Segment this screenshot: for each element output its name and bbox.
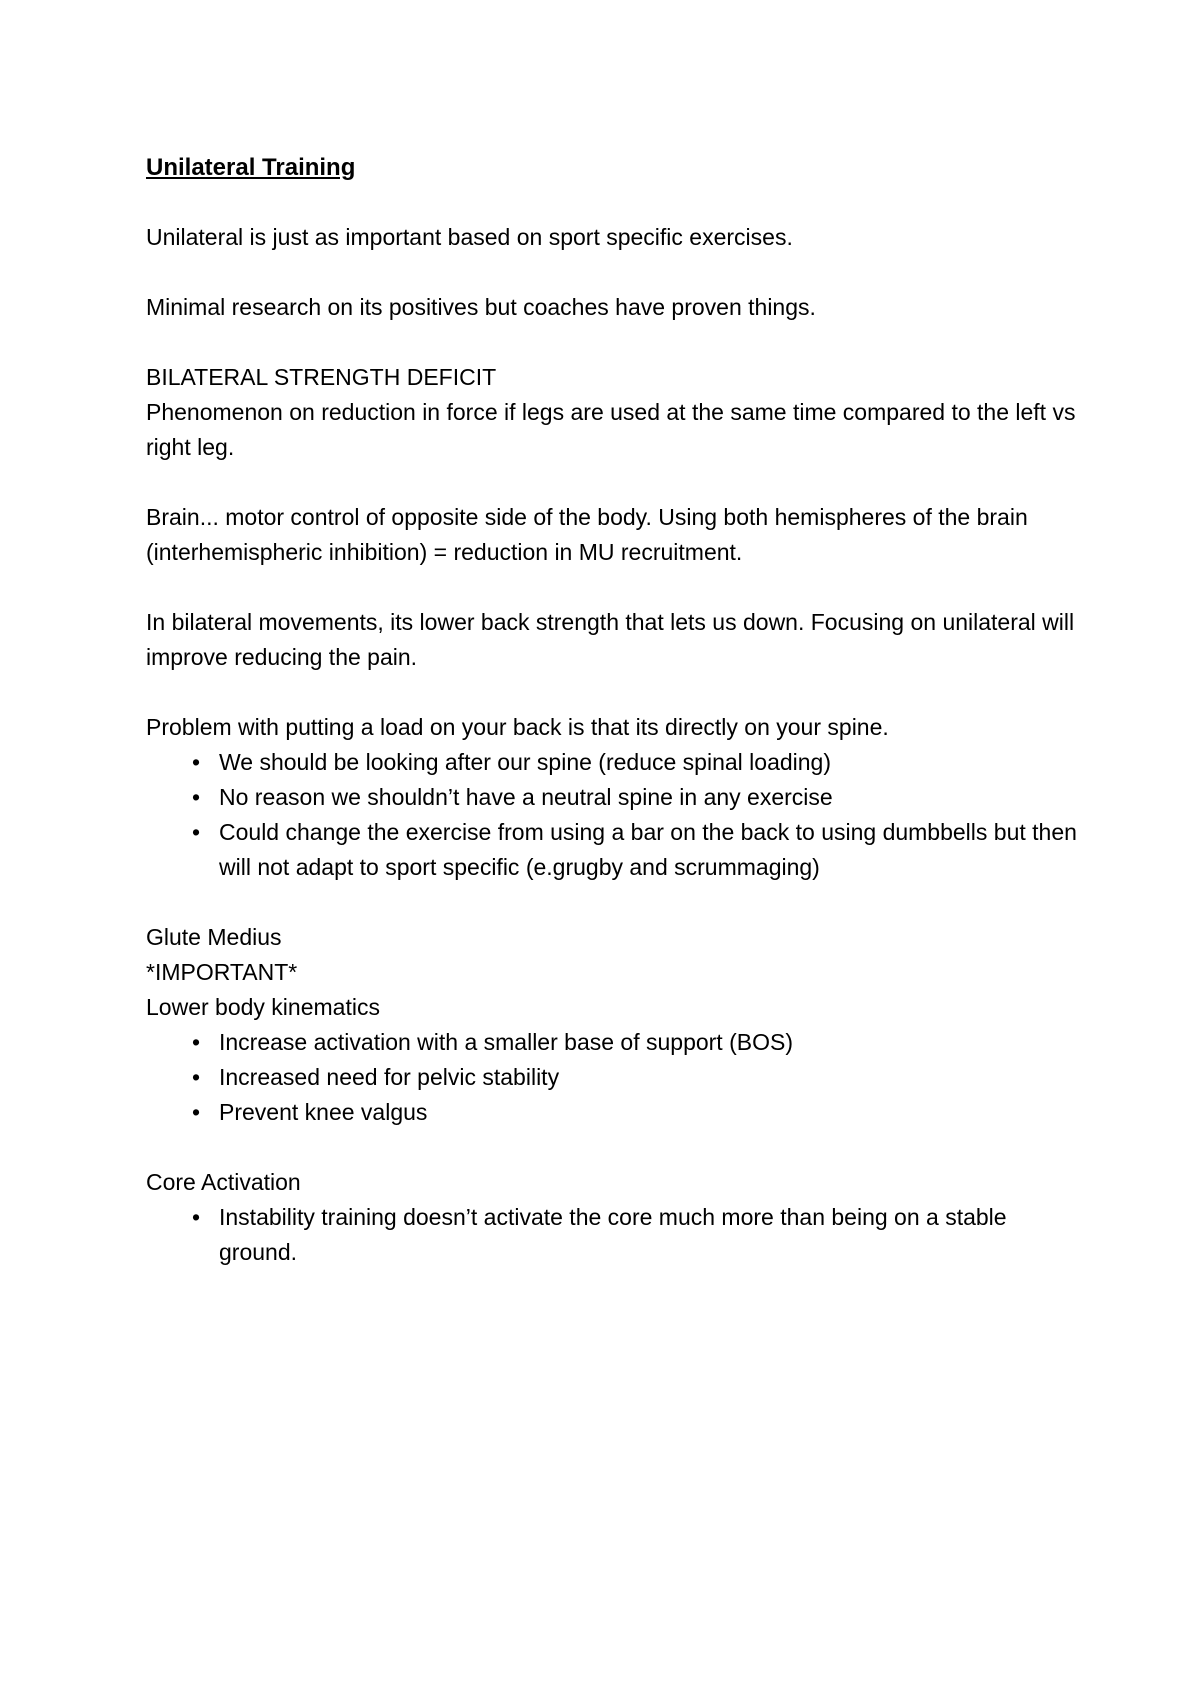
paragraph-bilateral-movements: In bilateral movements, its lower back strength that lets us down. Focusing on unilateral will improve reducing the pain. [146, 609, 1075, 670]
list-item-text: Prevent knee valgus [219, 1099, 428, 1125]
bullet-icon: • [191, 1064, 201, 1090]
list-item [146, 1025, 1086, 1060]
bullet-icon: • [191, 1204, 201, 1230]
paragraph-spine-load-problem: Problem with putting a load on your back is that its directly on your spine. [146, 714, 889, 740]
bullet-icon: • [191, 819, 201, 845]
heading-glute-medius: Glute Medius [146, 924, 282, 950]
list-item-text: We should be looking after our spine (reduce spinal loading) [219, 749, 832, 775]
spine-bullet-list [146, 745, 1086, 885]
paragraph-minimal-research: Minimal research on its positives but coaches have proven things. [146, 294, 816, 320]
bullet-icon: • [191, 749, 201, 775]
list-item [146, 1200, 1086, 1270]
heading-bilateral-strength-deficit: BILATERAL STRENGTH DEFICIT [146, 364, 497, 390]
list-item-text: Could change the exercise from using a bar on the back to using dumbbells but then will not adapt to sport specific (e.grugby and scrummaging) [219, 819, 1077, 880]
spacer [146, 675, 1086, 710]
core-bullet-list [146, 1200, 1086, 1270]
list-item-text: Increase activation with a smaller base of support (BOS) [219, 1029, 793, 1055]
important-label: *IMPORTANT* [146, 959, 298, 985]
spacer [146, 325, 1086, 360]
list-item-text: Increased need for pelvic stability [219, 1064, 560, 1090]
spacer [146, 1130, 1086, 1165]
glute-bullet-list [146, 1025, 1086, 1130]
bullet-icon: • [191, 1029, 201, 1055]
list-item-text: No reason we shouldn’t have a neutral spine in any exercise [219, 784, 833, 810]
list-item [146, 815, 1086, 885]
spacer [146, 465, 1086, 500]
kinematics-label: Lower body kinematics [146, 994, 380, 1020]
list-item [146, 1095, 1086, 1130]
list-item [146, 745, 1086, 780]
list-item [146, 780, 1086, 815]
bullet-icon: • [191, 784, 201, 810]
spacer [146, 885, 1086, 920]
paragraph-unilateral-importance: Unilateral is just as important based on sport specific exercises. [146, 224, 793, 250]
list-item-text: Instability training doesn’t activate the core much more than being on a stable ground. [219, 1204, 1007, 1265]
spacer [146, 570, 1086, 605]
document-title: Unilateral Training [146, 154, 356, 181]
heading-core-activation: Core Activation [146, 1169, 301, 1195]
bullet-icon: • [191, 1099, 201, 1125]
paragraph-brain-motor-control: Brain... motor control of opposite side of the body. Using both hemispheres of the brain (interhemispheric inhibition) = reduction in MU recruitment. [146, 504, 1028, 565]
spacer [146, 255, 1086, 290]
paragraph-bilateral-definition: Phenomenon on reduction in force if legs are used at the same time compared to the left vs right leg. [146, 399, 1076, 460]
document-body [146, 150, 1086, 1270]
list-item [146, 1060, 1086, 1095]
